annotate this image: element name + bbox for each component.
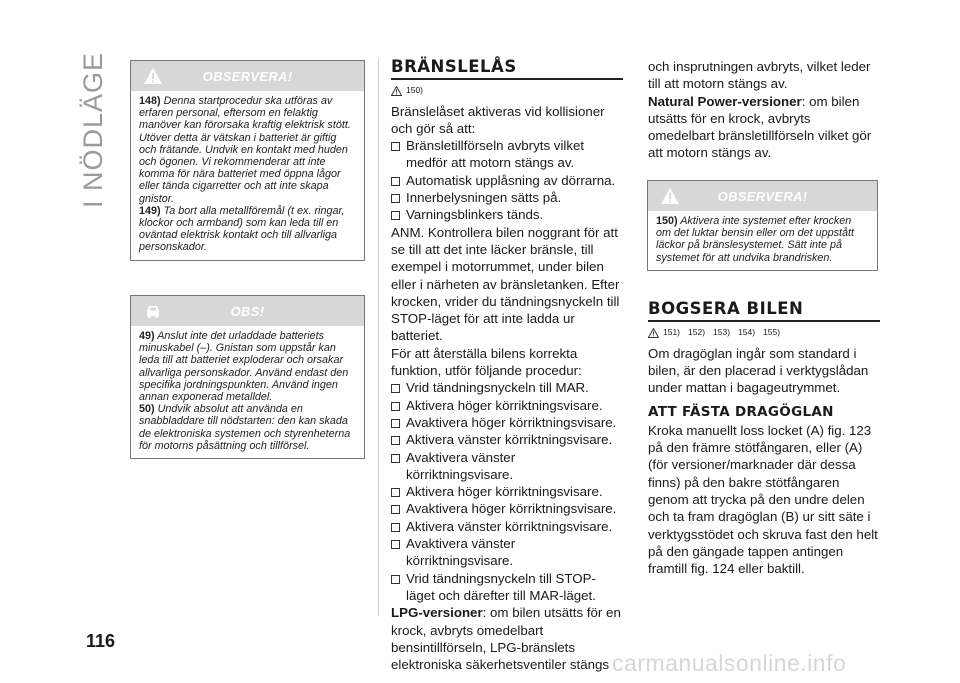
list-item: Avaktivera höger körriktningsvisare.	[391, 414, 623, 431]
warning-ref: 152)	[688, 327, 706, 338]
natural-power-paragraph	[648, 93, 880, 162]
warning-ref-icon	[391, 86, 402, 96]
section-heading-bogsera: BOGSERA BILEN	[648, 299, 804, 318]
list-item: Bränsletillförseln avbryts vilket medför att motorn stängs av.	[391, 137, 623, 172]
towing-intro: Om dragöglan ingår som standard i bilen, är den placerad i verktygslådan under mattan i bagageutrymmet.	[648, 345, 869, 396]
list-item: Innerbelysningen sätts på.	[391, 189, 623, 206]
warning-ref: 155)	[763, 327, 781, 338]
note-text: Ta bort alla metallföremål (t ex. ringar, klockor och armband) som kan leda till en oväntad elektrisk kontakt och till allvarliga personskador.	[139, 204, 345, 254]
heading-rule	[648, 320, 880, 322]
note-number: 49)	[139, 330, 155, 342]
warning-box-header	[131, 61, 364, 91]
note-148	[139, 95, 356, 205]
note-50	[139, 403, 356, 452]
list-item: Aktivera höger körriktningsvisare.	[391, 397, 623, 414]
warning-triangle-icon	[660, 187, 680, 205]
warning-box-title: OBSERVERA!	[717, 188, 808, 204]
note-text: Denna startprocedur ska utföras av erfaren personal, eftersom en felaktig manöver kan förorsaka kraftig elektrisk stött. Utöver detta är vätskan i batteriet är giftig och frätande. Undvik en kontakt med huden och ögonen. Vi rekommenderar att inte komma för nära batteriet med öppna lågor eller tända cigarretter och att inte skapa gnistor.	[139, 95, 351, 205]
note-49	[139, 330, 356, 403]
note-number: 50)	[139, 403, 155, 416]
caution-box-body	[131, 326, 364, 458]
caution-box-obs	[130, 295, 365, 459]
car-caution-icon	[143, 302, 163, 320]
note-number: 148)	[139, 95, 161, 107]
natural-power-text: : om bilen utsätts för en krock, avbryts omedelbart bränsletillförseln vilket gör att motorn stängs av.	[648, 93, 872, 161]
note-number: 149)	[139, 204, 161, 217]
list-item: Aktivera vänster körriktningsvisare.	[391, 518, 623, 535]
list-item: Avaktivera höger körriktningsvisare.	[391, 500, 623, 517]
list-item: Varningsblinkers tänds.	[391, 206, 623, 223]
lpg-paragraph	[391, 604, 623, 673]
warning-triangle-icon	[143, 67, 163, 85]
note-150	[656, 215, 869, 264]
towing-instructions: Kroka manuellt loss locket (A) fig. 123 på den främre stötfångaren, eller (A) (för versioner/marknader där dessa finns) på den bakre stötfångaren genom att trycka på den undre delen och ta fram dragöglan (B) ur sitt säte i verktygsstödet och skruva fast den helt på den gängade tappen antingen framtill fig. 124 eller baktill.	[648, 422, 878, 577]
reset-paragraph: För att återställa bilens korrekta funktion, utför följande procedur:	[391, 345, 582, 379]
note-text: Undvik absolut att använda en snabbladdare till nödstarten: den kan skada de elektroniska systemen och styrenheterna för motorns påsättning och tillförsel.	[139, 403, 351, 452]
lpg-label: LPG-versioner	[391, 605, 483, 621]
section-heading-branslelas: BRÄNSLELÅS	[391, 57, 517, 76]
warning-ref-icon	[648, 328, 659, 338]
note-text: Aktivera inte systemet efter krocken om det luktar bensin eller om det uppstått läckor på bränslesystemet. Sätt inte på systemet för att undvika brandrisken.	[656, 215, 855, 264]
caution-box-header	[131, 296, 364, 326]
warning-box-title: OBSERVERA!	[202, 68, 293, 84]
warning-box-observera-2	[647, 180, 878, 271]
watermark: carmanualsonline.info	[612, 650, 847, 676]
warning-box-header	[648, 181, 877, 211]
warning-ref-150: 150)	[406, 85, 424, 96]
list-item: Vrid tändningsnyckeln till STOP-läget och därefter till MAR-läget.	[391, 570, 623, 605]
list-item: Vrid tändningsnyckeln till MAR.	[391, 379, 623, 396]
column-fuel-cutoff	[391, 58, 623, 673]
list-item: Avaktivera vänster körriktningsvisare.	[391, 449, 623, 484]
warning-box-observera	[130, 60, 365, 261]
natural-power-label: Natural Power-versioner	[648, 93, 802, 109]
warning-box-body	[131, 91, 364, 260]
warning-refs	[648, 324, 880, 341]
continued-paragraph: och insprutningen avbryts, vilket leder till att motorn stängs av.	[648, 59, 871, 92]
note-149	[139, 205, 356, 254]
heading-rule	[391, 78, 623, 80]
intro-paragraph: Bränslelåset aktiveras vid kollisioner och gör så att:	[391, 103, 605, 136]
warning-ref: 151)	[663, 327, 681, 338]
subheading-fasta-dragoglan: ATT FÄSTA DRAGÖGLAN	[648, 404, 834, 421]
note-number: 150)	[656, 215, 678, 227]
caution-box-title: OBS!	[230, 303, 265, 319]
column-towing	[648, 58, 880, 162]
list-item: Aktivera vänster körriktningsvisare.	[391, 431, 623, 448]
chapter-side-title	[78, 51, 128, 208]
chapter-title-text: I NÖDLÄGE	[78, 51, 108, 208]
lpg-text: : om bilen utsätts för en krock, avbryts omedelbart bensintillförseln, LPG-bränslets elektroniska säkerhetsventiler stängs	[391, 605, 621, 673]
warning-box-body	[648, 211, 877, 270]
note-text: Anslut inte det urladdade batteriets minuskabel (–). Gnistan som uppstår kan leda till att batteriet exploderar och orsakar allvarliga personskador. Använd endast den specifika jordningspunkten. Använd ingen annan exponerad metalldel.	[139, 330, 349, 404]
list-item: Aktivera höger körriktningsvisare.	[391, 483, 623, 500]
column-divider	[378, 58, 379, 616]
warning-ref: 154)	[738, 327, 756, 338]
warning-ref: 153)	[713, 327, 731, 338]
warning-refs	[391, 82, 623, 99]
list-item: Avaktivera vänster körriktningsvisare.	[391, 535, 623, 570]
page-number: 116	[86, 631, 116, 651]
list-item: Automatisk upplåsning av dörrarna.	[391, 172, 623, 189]
anm-paragraph: ANM. Kontrollera bilen noggrant för att se till att det inte läcker bränsle, till exempel i motorrummet, under bilen eller i närheten av bränsletanken. Efter krocken, vrider du tändningsnyckeln till STOP-läget för att inte ladda ur batteriet.	[391, 224, 620, 344]
section-bogsera-bilen	[648, 300, 880, 577]
